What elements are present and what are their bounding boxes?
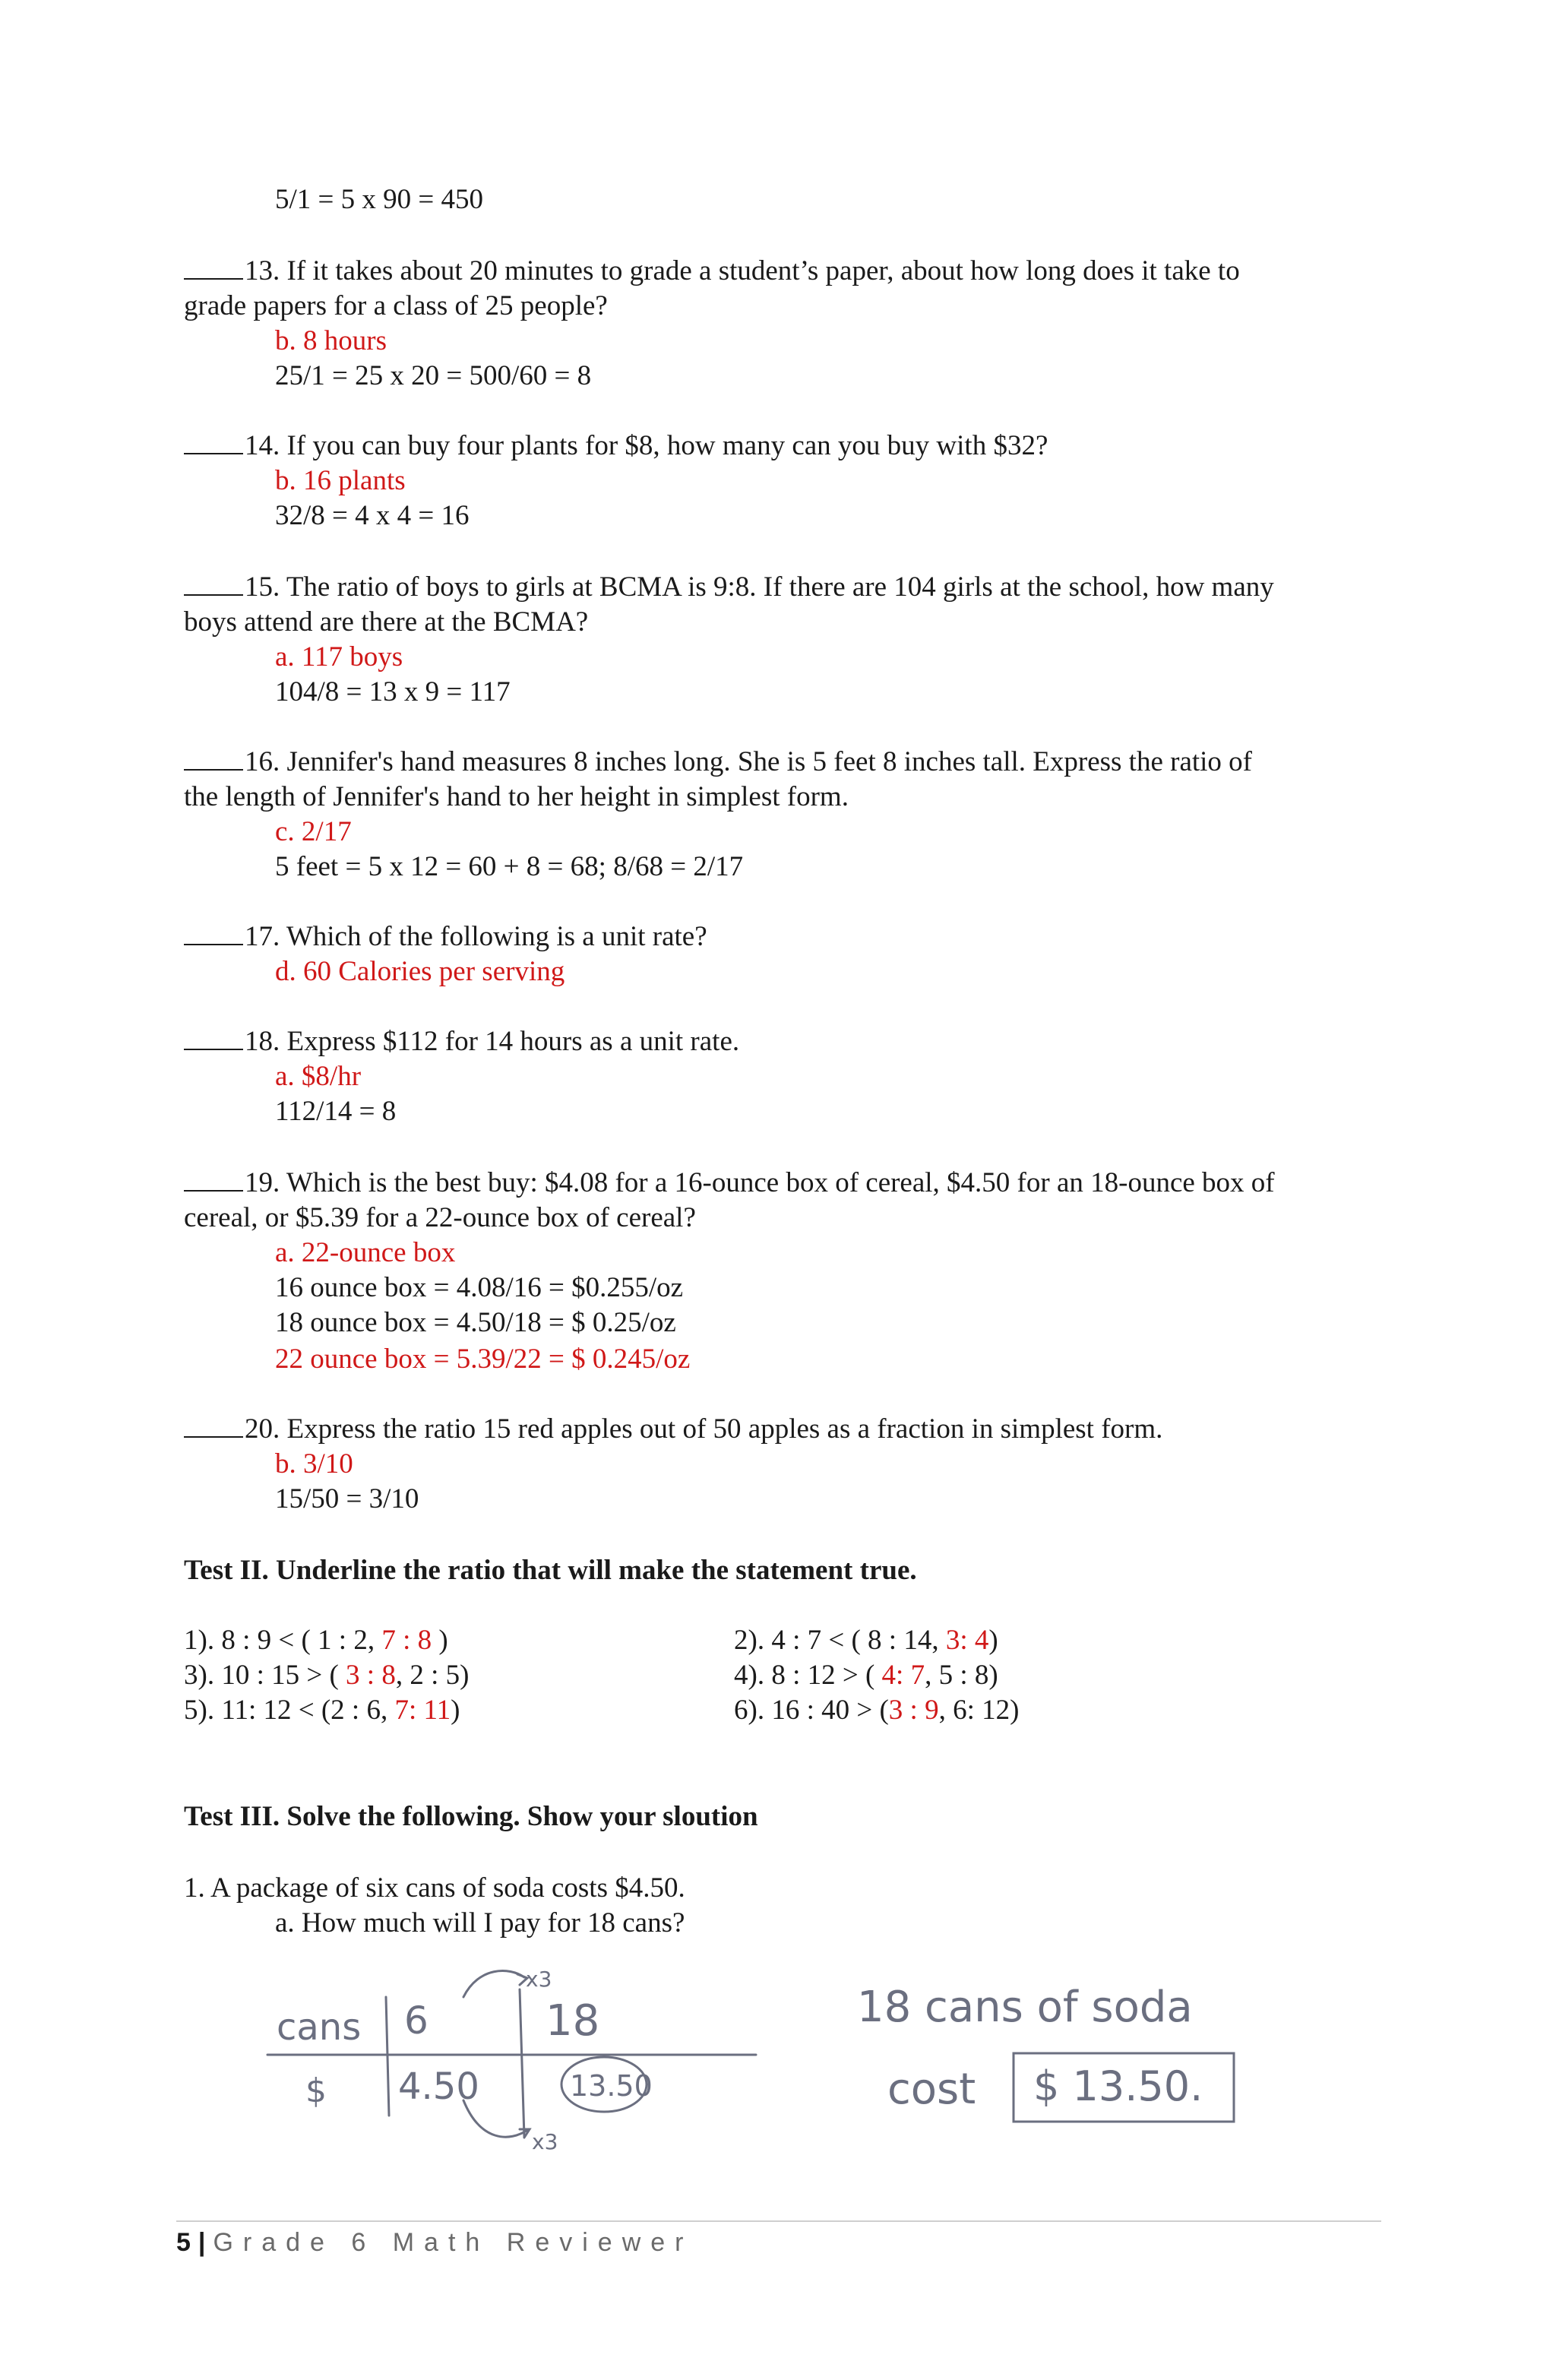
- handwritten-summary: [851, 1968, 1276, 2143]
- question-13-answer: b. 8 hours: [275, 325, 387, 356]
- hw-eighteen: 18: [546, 1996, 600, 2046]
- test2-item-1: 1). 8 : 9 < ( 1 : 2, 7 : 8 ): [184, 1625, 448, 1656]
- question-19-work-2: 18 ounce box = 4.50/18 = $ 0.25/oz: [275, 1307, 676, 1338]
- question-20-work: 15/50 = 3/10: [275, 1483, 419, 1514]
- test2-heading: Test II. Underline the ratio that will make the statement true.: [184, 1555, 917, 1586]
- hw-six: 6: [404, 1999, 429, 2043]
- footer-separator: |: [198, 2228, 206, 2257]
- question-19-answer: a. 22-ounce box: [275, 1237, 456, 1268]
- question-18: 18. Express $112 for 14 hours as a unit rate.: [184, 1024, 739, 1059]
- question-18-work: 112/14 = 8: [275, 1096, 397, 1127]
- test2-item-3: 3). 10 : 15 > ( 3 : 8, 2 : 5): [184, 1660, 470, 1691]
- question-14: 14. If you can buy four plants for $8, how many can you buy with $32?: [184, 429, 1048, 464]
- page-footer: [176, 2220, 1381, 2258]
- answer-blank[interactable]: [184, 746, 243, 771]
- hw-times3-top: x3: [526, 1967, 552, 1992]
- test2-item-6: 6). 16 : 40 > (3 : 9, 6: 12): [734, 1695, 1020, 1726]
- question-15-answer: a. 117 boys: [275, 641, 403, 673]
- hw-price: 4.50: [398, 2065, 479, 2108]
- question-14-work: 32/8 = 4 x 4 = 16: [275, 500, 470, 531]
- question-20-answer: b. 3/10: [275, 1448, 353, 1480]
- question-19-work-3: 22 ounce box = 5.39/22 = $ 0.245/oz: [275, 1343, 691, 1375]
- question-16-cont: the length of Jennifer's hand to her height in simplest form.: [184, 781, 849, 812]
- question-13-cont: grade papers for a class of 25 people?: [184, 290, 608, 321]
- test3-problem-1a: a. How much will I pay for 18 cans?: [275, 1907, 685, 1938]
- test3-problem-1: 1. A package of six cans of soda costs $4.50.: [184, 1872, 685, 1904]
- test2-item-4: 4). 8 : 12 > ( 4: 7, 5 : 8): [734, 1660, 998, 1691]
- test2-item-2: 2). 4 : 7 < ( 8 : 14, 3: 4): [734, 1625, 998, 1656]
- answer-blank[interactable]: [184, 430, 243, 454]
- question-19-cont: cereal, or $5.39 for a 22-ounce box of cereal?: [184, 1202, 696, 1233]
- question-15-work: 104/8 = 13 x 9 = 117: [275, 676, 511, 707]
- question-13-work: 25/1 = 25 x 20 = 500/60 = 8: [275, 360, 592, 391]
- test2-item-5: 5). 11: 12 < (2 : 6, 7: 11): [184, 1695, 460, 1726]
- question-16-answer: c. 2/17: [275, 816, 352, 847]
- hw-cans: cans: [277, 2006, 362, 2049]
- question-18-answer: a. $8/hr: [275, 1061, 362, 1092]
- test3-heading: Test III. Solve the following. Show your sloution: [184, 1801, 758, 1832]
- answer-blank[interactable]: [184, 1413, 243, 1438]
- hw-times3-bottom: x3: [532, 2129, 558, 2154]
- hw-cost-value: $ 13.50.: [1033, 2062, 1203, 2110]
- question-13: 13. If it takes about 20 minutes to grade a student’s paper, about how long does it take to: [184, 254, 1240, 289]
- answer-blank[interactable]: [184, 255, 243, 280]
- hw-summary-label: 18 cans of soda: [857, 1983, 1193, 2032]
- hw-cost-label: cost: [887, 2065, 976, 2114]
- question-20: 20. Express the ratio 15 red apples out of 50 apples as a fraction in simplest form.: [184, 1412, 1162, 1447]
- answer-blank[interactable]: [184, 571, 243, 596]
- question-17: 17. Which of the following is a unit rate?: [184, 919, 707, 954]
- question-16: 16. Jennifer's hand measures 8 inches long. She is 5 feet 8 inches tall. Express the ratio of: [184, 745, 1252, 780]
- question-14-answer: b. 16 plants: [275, 465, 406, 496]
- footer-title: Grade 6 Math Reviewer: [213, 2228, 694, 2257]
- question-15: 15. The ratio of boys to girls at BCMA is 9:8. If there are 104 girls at the school, how many: [184, 570, 1274, 605]
- page-number: 5: [176, 2228, 191, 2257]
- question-17-answer: d. 60 Calories per serving: [275, 956, 565, 987]
- q12-work: 5/1 = 5 x 90 = 450: [275, 184, 484, 215]
- question-19: 19. Which is the best buy: $4.08 for a 16-ounce box of cereal, $4.50 for an 18-ounce box of: [184, 1166, 1275, 1201]
- answer-blank[interactable]: [184, 921, 243, 945]
- question-15-cont: boys attend are there at the BCMA?: [184, 606, 589, 638]
- hw-answer-price: 13.50: [570, 2069, 653, 2103]
- handwritten-ratio-table: [258, 1957, 775, 2155]
- answer-blank[interactable]: [184, 1026, 243, 1050]
- question-19-work-1: 16 ounce box = 4.08/16 = $0.255/oz: [275, 1272, 684, 1303]
- question-16-work: 5 feet = 5 x 12 = 60 + 8 = 68; 8/68 = 2/17: [275, 851, 744, 882]
- hw-dollar: $: [305, 2071, 327, 2110]
- answer-blank[interactable]: [184, 1167, 243, 1192]
